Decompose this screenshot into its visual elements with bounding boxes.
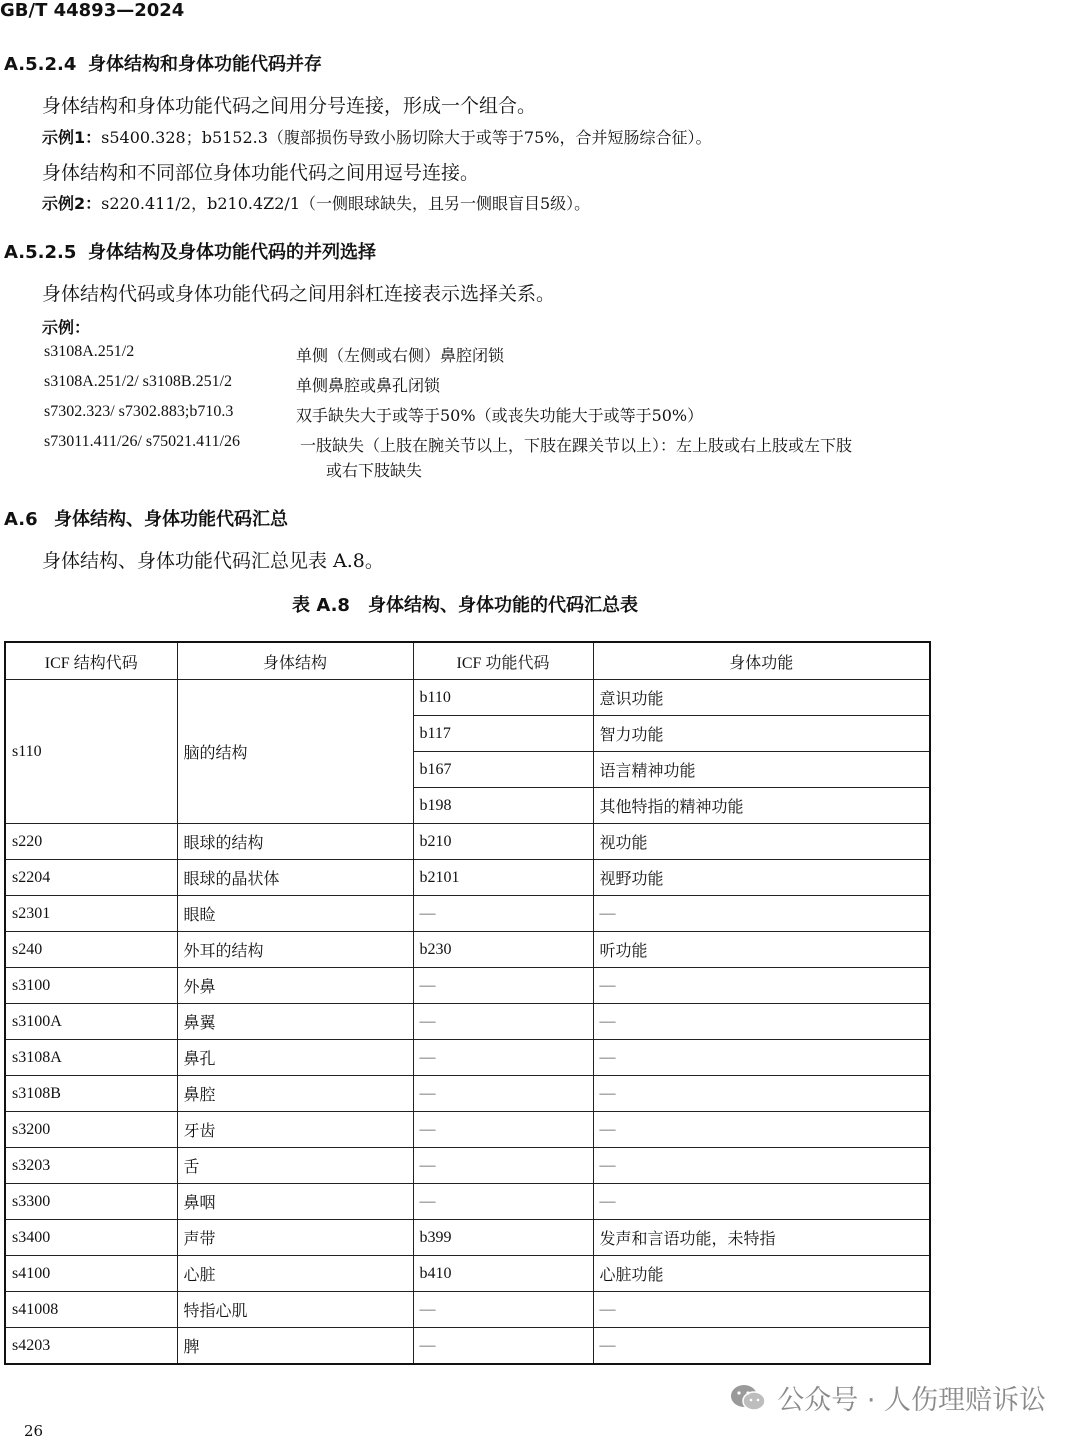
table-row	[5, 860, 930, 896]
table-row	[5, 896, 930, 932]
table-row	[5, 932, 930, 968]
section-heading-a6	[4, 505, 288, 531]
example-label: 示例1：	[42, 128, 102, 147]
table-row	[5, 1292, 930, 1328]
structure-name-cell: 鼻咽	[177, 1184, 413, 1220]
header-function-code: ICF 功能代码	[413, 642, 593, 680]
table-row	[5, 824, 930, 860]
function-code-cell: —	[413, 1040, 593, 1076]
function-code-cell: b410	[413, 1256, 593, 1292]
example-text: s5400.328；b5152.3（腹部损伤导致小肠切除大于或等于75%，合并短肠综合征）。	[101, 128, 712, 147]
section-heading-a524	[4, 50, 322, 76]
example-2	[42, 191, 590, 214]
function-name-cell: 视野功能	[593, 860, 930, 896]
function-name-cell: —	[593, 1040, 930, 1076]
header-structure: 身体结构	[177, 642, 413, 680]
example-label: 示例：	[42, 318, 91, 337]
structure-name-cell: 脑的结构	[177, 680, 413, 824]
function-code-cell: b167	[413, 752, 593, 788]
structure-name-cell: 心脏	[177, 1256, 413, 1292]
function-name-cell: 语言精神功能	[593, 752, 930, 788]
example-desc: 单侧（左侧或右侧）鼻腔闭锁	[296, 346, 505, 365]
example-text: s220.411/2，b210.4Z2/1（一侧眼球缺失，且另一侧眼盲目5级）。	[101, 194, 591, 213]
structure-code-cell: s3200	[5, 1112, 177, 1148]
example-label: 示例2：	[42, 194, 102, 213]
function-code-cell: b2101	[413, 860, 593, 896]
structure-code-cell: s4100	[5, 1256, 177, 1292]
function-code-cell: —	[413, 968, 593, 1004]
structure-code-cell: s3108A	[5, 1040, 177, 1076]
function-code-cell: —	[413, 1328, 593, 1365]
example-desc: 双手缺失大于或等于50%（或丧失功能大于或等于50%）	[296, 406, 704, 425]
section-number: A.6	[4, 509, 38, 530]
table-row	[5, 1184, 930, 1220]
structure-name-cell: 鼻翼	[177, 1004, 413, 1040]
table-row	[5, 1220, 930, 1256]
structure-name-cell: 鼻腔	[177, 1076, 413, 1112]
function-code-cell: —	[413, 1148, 593, 1184]
function-name-cell: 发声和言语功能，未特指	[593, 1220, 930, 1256]
function-name-cell: 心脏功能	[593, 1256, 930, 1292]
example-code: s73011.411/26/ s75021.411/26	[44, 433, 241, 450]
function-code-cell: —	[413, 1004, 593, 1040]
paragraph: 身体结构、身体功能代码汇总见表 A.8。	[42, 550, 384, 572]
function-code-cell: b198	[413, 788, 593, 824]
structure-code-cell: s3100A	[5, 1004, 177, 1040]
structure-code-cell: s4203	[5, 1328, 177, 1365]
structure-name-cell: 外鼻	[177, 968, 413, 1004]
function-name-cell: —	[593, 968, 930, 1004]
function-code-cell: b230	[413, 932, 593, 968]
watermark-text: 公众号 · 人伤理赔诉讼	[777, 1385, 1046, 1416]
function-code-cell: b117	[413, 716, 593, 752]
structure-code-cell: s2301	[5, 896, 177, 932]
structure-code-cell: s3300	[5, 1184, 177, 1220]
structure-name-cell: 脾	[177, 1328, 413, 1365]
code-summary-table	[4, 641, 931, 1365]
example-desc: 单侧鼻腔或鼻孔闭锁	[296, 376, 441, 395]
structure-code-cell: s2204	[5, 860, 177, 896]
structure-code-cell: s240	[5, 932, 177, 968]
wechat-icon	[729, 1383, 767, 1413]
function-name-cell: —	[593, 1184, 930, 1220]
table-row	[5, 968, 930, 1004]
table-row	[5, 1004, 930, 1040]
function-name-cell: —	[593, 1076, 930, 1112]
function-name-cell: 其他特指的精神功能	[593, 788, 930, 824]
example-code: s3108A.251/2	[44, 343, 135, 360]
structure-name-cell: 眼球的结构	[177, 824, 413, 860]
structure-code-cell: s41008	[5, 1292, 177, 1328]
structure-name-cell: 牙齿	[177, 1112, 413, 1148]
table-row	[5, 1256, 930, 1292]
paragraph: 身体结构代码或身体功能代码之间用斜杠连接表示选择关系。	[42, 283, 556, 305]
section-title: 身体结构和身体功能代码并存	[88, 54, 322, 75]
section-heading-a525	[4, 238, 376, 264]
example-desc: 一肢缺失（上肢在腕关节以上，下肢在踝关节以上）：左上肢或右上肢或左下肢	[300, 436, 853, 455]
section-number: A.5.2.4	[4, 54, 77, 75]
paragraph: 身体结构和不同部位身体功能代码之间用逗号连接。	[42, 162, 480, 184]
function-code-cell: —	[413, 1076, 593, 1112]
page-number: 26	[24, 1422, 44, 1440]
paragraph: 身体结构和身体功能代码之间用分号连接，形成一个组合。	[42, 95, 537, 117]
function-name-cell: —	[593, 1004, 930, 1040]
function-code-cell: —	[413, 1112, 593, 1148]
function-name-cell: 听功能	[593, 932, 930, 968]
function-name-cell: 智力功能	[593, 716, 930, 752]
structure-name-cell: 外耳的结构	[177, 932, 413, 968]
function-name-cell: —	[593, 1148, 930, 1184]
table-row	[5, 1328, 930, 1365]
header-function: 身体功能	[593, 642, 930, 680]
example-code: s7302.323/ s7302.883;b710.3	[44, 403, 234, 420]
section-title: 身体结构、身体功能代码汇总	[54, 509, 288, 530]
structure-code-cell: s3108B	[5, 1076, 177, 1112]
structure-code-cell: s220	[5, 824, 177, 860]
function-code-cell: b399	[413, 1220, 593, 1256]
structure-code-cell: s3203	[5, 1148, 177, 1184]
example-code: s3108A.251/2/ s3108B.251/2	[44, 373, 233, 390]
function-code-cell: —	[413, 896, 593, 932]
structure-name-cell: 鼻孔	[177, 1040, 413, 1076]
example-desc-continued: 或右下肢缺失	[326, 461, 423, 480]
function-code-cell: b110	[413, 680, 593, 716]
watermark	[729, 1378, 1046, 1417]
section-title: 身体结构及身体功能代码的并列选择	[88, 242, 376, 263]
function-name-cell: 意识功能	[593, 680, 930, 716]
standard-number: GB/T 44893—2024	[0, 0, 185, 21]
function-code-cell: —	[413, 1184, 593, 1220]
structure-code-cell: s3400	[5, 1220, 177, 1256]
structure-code-cell: s110	[5, 680, 177, 824]
table-row	[5, 1112, 930, 1148]
example-1	[42, 125, 712, 148]
function-code-cell: —	[413, 1292, 593, 1328]
table-row	[5, 1040, 930, 1076]
header-structure-code: ICF 结构代码	[5, 642, 177, 680]
section-number: A.5.2.5	[4, 242, 77, 263]
table-row	[5, 680, 930, 716]
table-header-row	[5, 642, 930, 680]
function-name-cell: —	[593, 1328, 930, 1365]
table-row	[5, 1076, 930, 1112]
structure-name-cell: 眼睑	[177, 896, 413, 932]
structure-name-cell: 舌	[177, 1148, 413, 1184]
function-name-cell: —	[593, 1292, 930, 1328]
function-name-cell: —	[593, 896, 930, 932]
structure-name-cell: 眼球的晶状体	[177, 860, 413, 896]
table-caption: 表 A.8 身体结构、身体功能的代码汇总表	[292, 595, 638, 616]
structure-name-cell: 特指心肌	[177, 1292, 413, 1328]
structure-code-cell: s3100	[5, 968, 177, 1004]
function-name-cell: —	[593, 1112, 930, 1148]
table-row	[5, 1148, 930, 1184]
function-code-cell: b210	[413, 824, 593, 860]
structure-name-cell: 声带	[177, 1220, 413, 1256]
function-name-cell: 视功能	[593, 824, 930, 860]
